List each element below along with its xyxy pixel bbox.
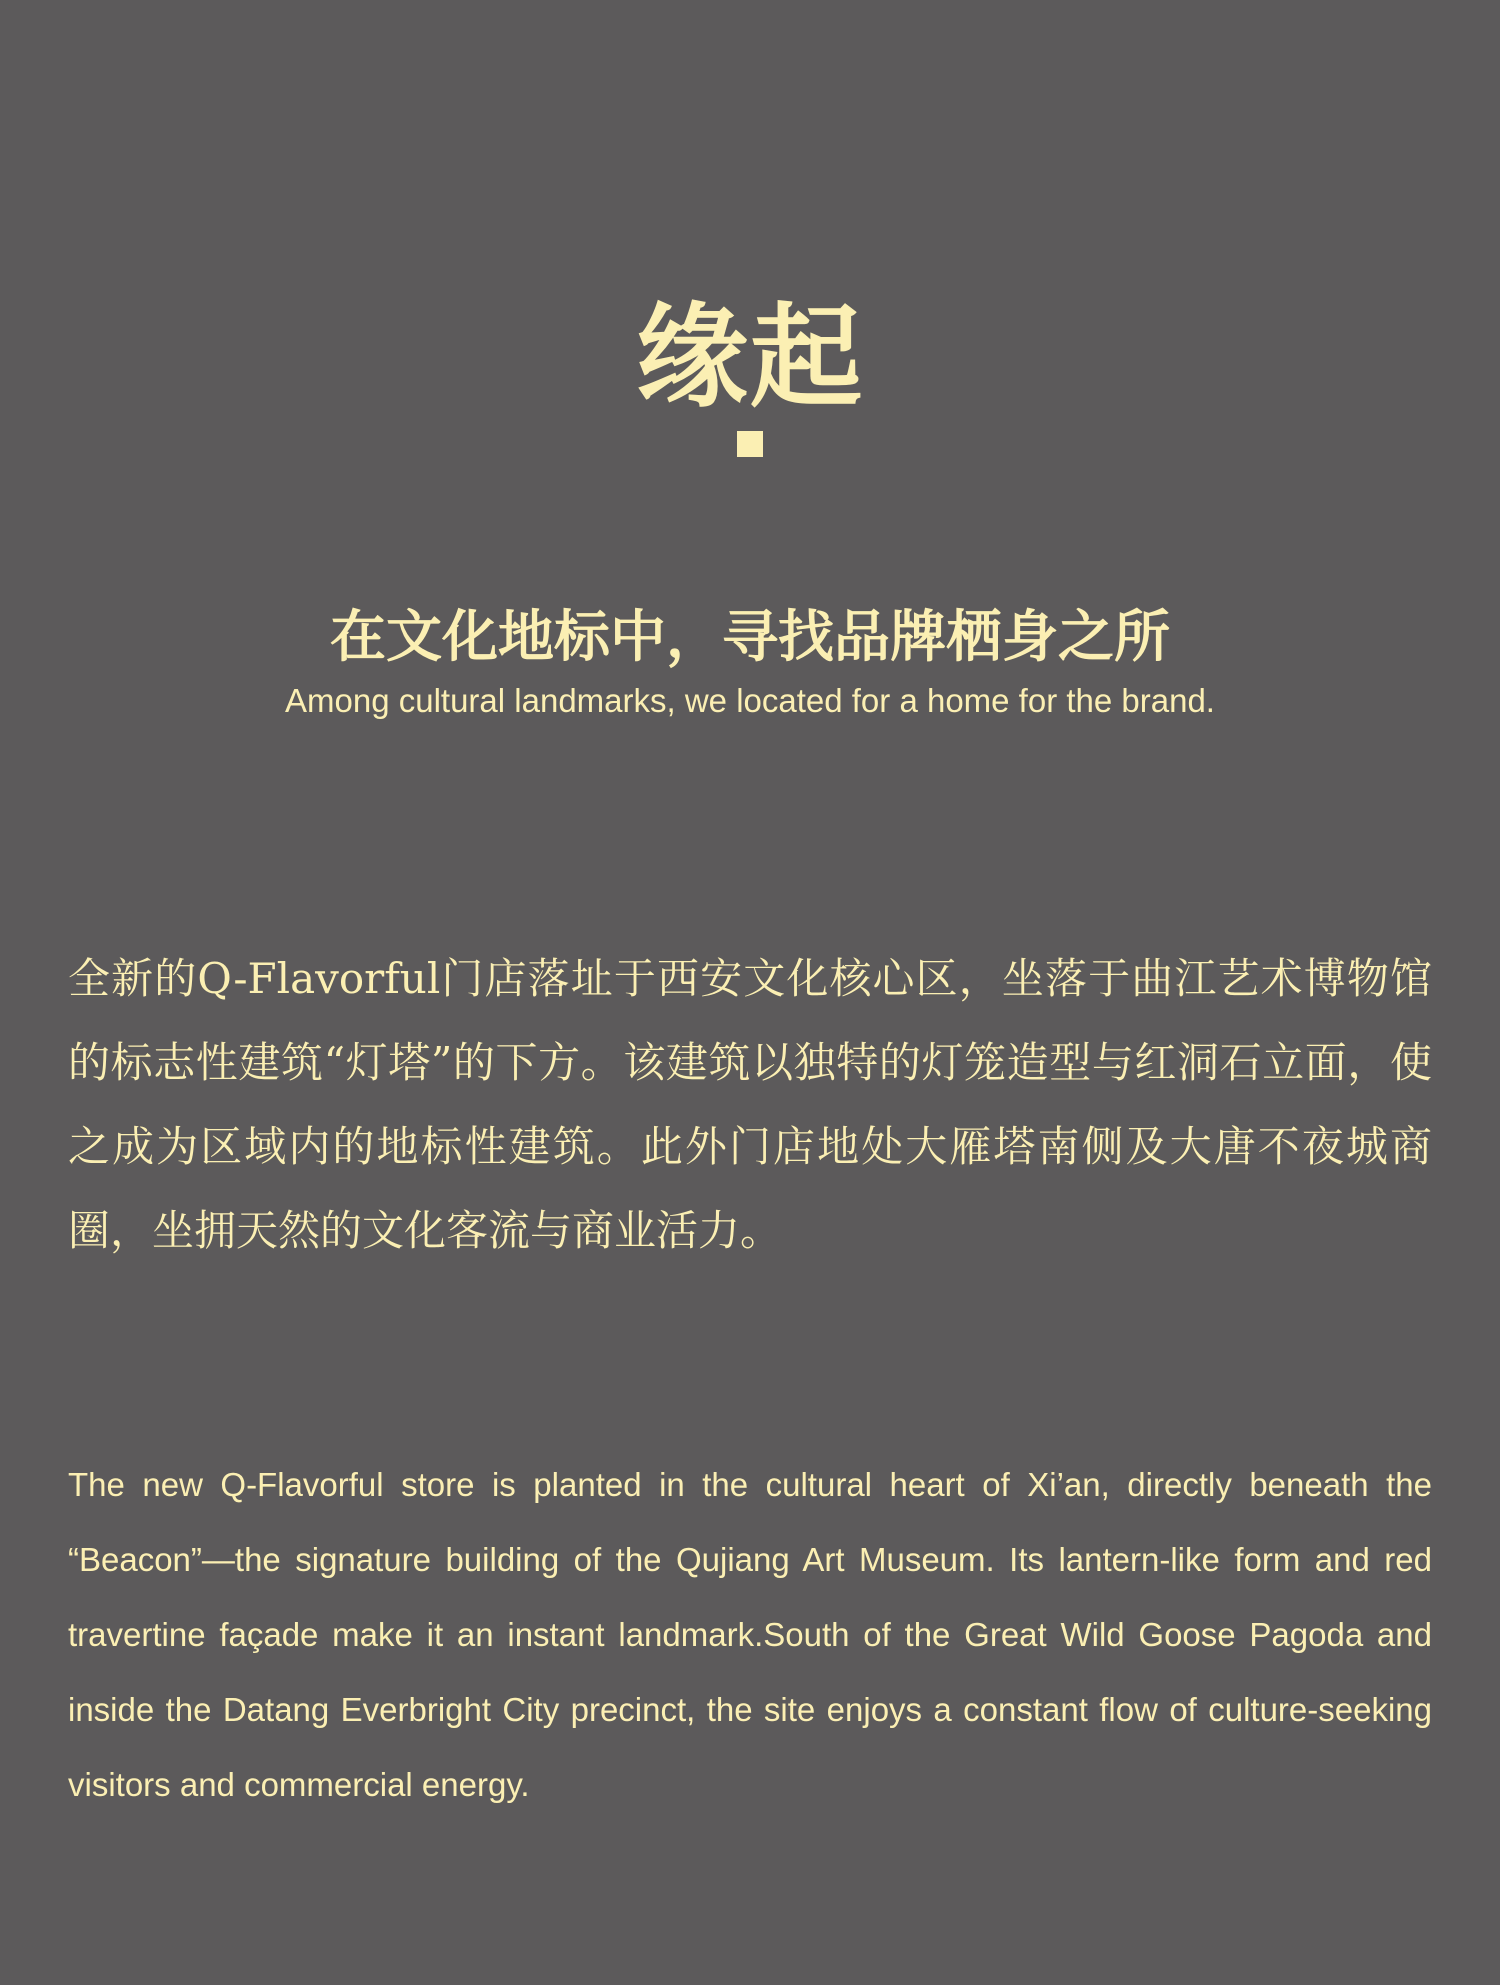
body-paragraph-english: The new Q-Flavorful store is planted in the cultural heart of Xi’an, directly beneath the “Beacon”—the signature building of the Qujiang Art Museum. Its lantern-like form and red travertine façade make it an instant landmark.South of the Great Wild Goose Pagoda and inside the Datang Everbright City precinct, the site enjoys a constant flow of culture-seeking visitors and commercial energy. [68, 1466, 1432, 1803]
body-paragraph-chinese: 全新的Q-Flavorful门店落址于西安文化核心区，坐落于曲江艺术博物馆的标志性建筑“灯塔”的下方。该建筑以独特的灯笼造型与红洞石立面，使之成为区域内的地标性建筑。此外门店地处大雁塔南侧及大唐不夜城商圈，坐拥天然的文化客流与商业活力。 [68, 954, 1432, 1255]
tagline-chinese: 在文化地标中，寻找品牌栖身之所 [330, 604, 1170, 671]
decorative-square-marker [737, 431, 763, 457]
tagline-english: Among cultural landmarks, we located for a home for the brand. [285, 682, 1215, 719]
section-title: 缘起 [636, 292, 864, 424]
